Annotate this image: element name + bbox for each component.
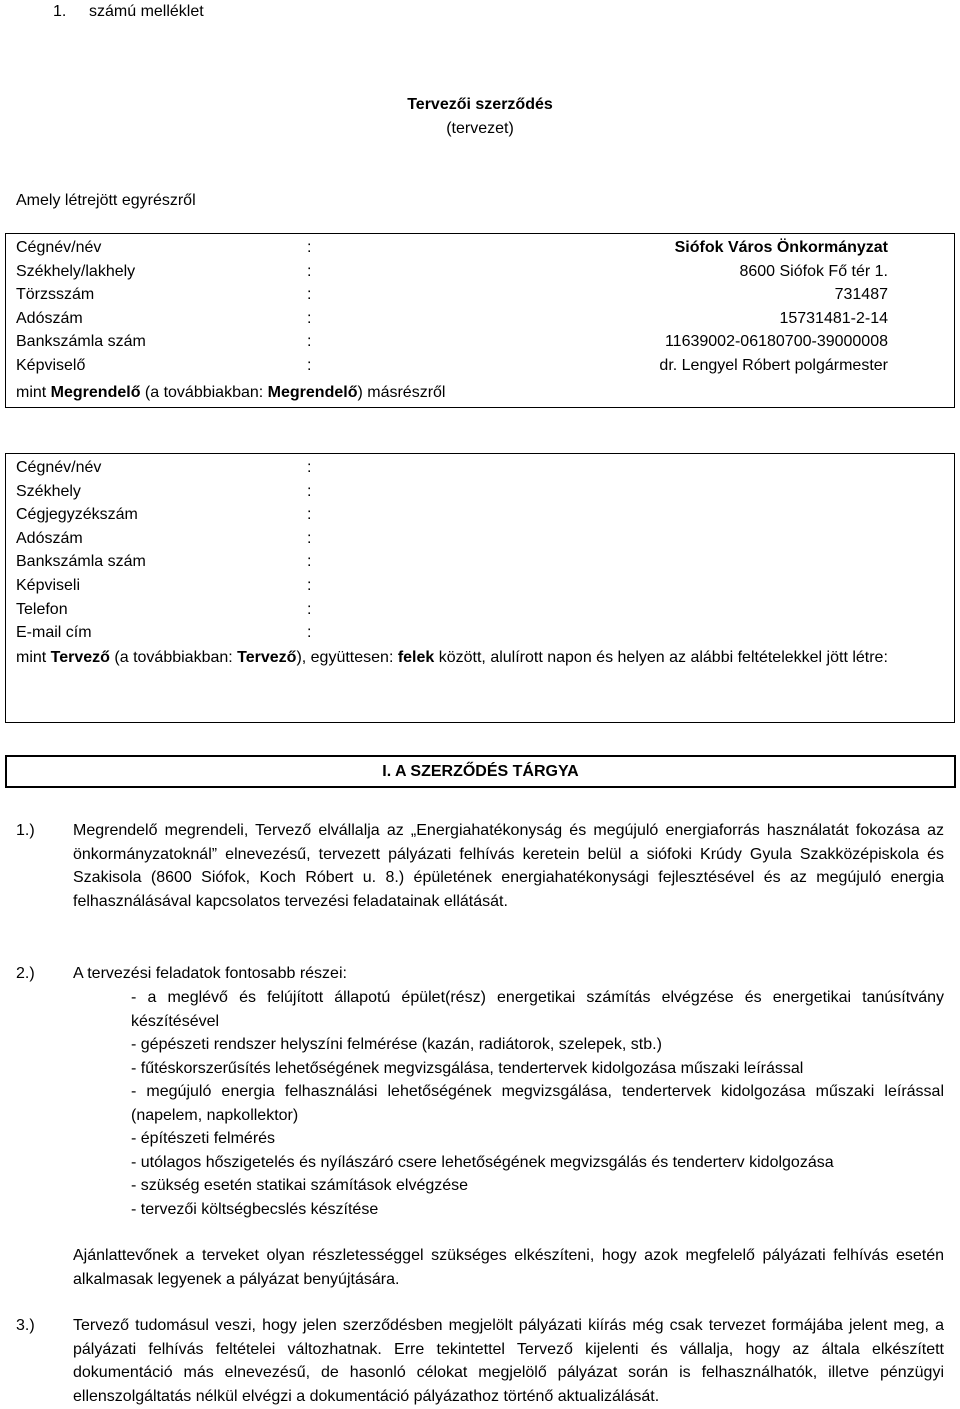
clause-text: Megrendelő megrendeli, Tervező elvállalja az „Energiahatékonyság és megújuló energiaforrás használatát fokozása az önkormányzatoknál” elnevezésű, tervezett pályázati felhívás keretein belül a siófoki Krúdy Gyula Szakközépiskola és Szakisola (8600 Siófok, Koch Róbert u. 8.) épületének energiahatékonysági fejlesztésével és az megújuló energia felhasználásával kapcsolatos tervezési feladatainak ellátását. bbox=[73, 822, 944, 910]
field-colon: : bbox=[307, 286, 312, 304]
closing-text: (a továbbiakban: bbox=[109, 648, 238, 666]
closing-text: mint bbox=[16, 648, 51, 666]
party-client-row bbox=[6, 260, 954, 284]
clause-3 bbox=[16, 1314, 944, 1408]
list-item: - szükség esetén statikai számítások elvégzése bbox=[131, 1177, 469, 1194]
closing-text: között, alulírott napon és helyen az alábbi feltételekkel jött létre: bbox=[434, 648, 888, 666]
field-label: E-mail cím bbox=[16, 624, 92, 642]
closing-bold: felek bbox=[397, 648, 435, 666]
closing-bold: Megrendelő bbox=[50, 383, 141, 401]
closing-text: mint bbox=[16, 383, 51, 401]
field-value: Siófok Város Önkormányzat bbox=[674, 239, 888, 256]
clause-number: 1.) bbox=[16, 822, 35, 839]
annex-header bbox=[53, 0, 204, 24]
closing-bold: Megrendelő bbox=[267, 383, 358, 401]
field-label: Cégnév/név bbox=[16, 239, 102, 256]
closing-text: (a továbbiakban: bbox=[140, 383, 268, 401]
field-colon: : bbox=[307, 576, 312, 594]
field-value: 731487 bbox=[834, 286, 888, 304]
field-label: Törzsszám bbox=[16, 286, 95, 304]
document-title-block bbox=[0, 93, 960, 140]
party-designer-row bbox=[6, 527, 954, 551]
field-label: Telefon bbox=[16, 600, 68, 618]
list-item: - fűtéskorszerűsítés lehetőségének megvizsgálása, tendertervek kidolgozása műszaki leírással bbox=[131, 1059, 804, 1077]
field-label: Képviseli bbox=[16, 576, 81, 594]
field-colon: : bbox=[307, 529, 312, 547]
clause-2 bbox=[16, 962, 944, 986]
party-designer-closing bbox=[6, 646, 954, 670]
party-designer-box bbox=[5, 453, 955, 723]
list-item: - építészeti felmérés bbox=[131, 1130, 276, 1147]
task-list bbox=[131, 986, 944, 1221]
field-value: dr. Lengyel Róbert polgármester bbox=[659, 356, 888, 374]
clause-number: 3.) bbox=[16, 1317, 35, 1334]
field-colon: : bbox=[307, 600, 312, 618]
field-colon: : bbox=[307, 506, 312, 524]
list-item: - utólagos hőszigetelés és nyílászáró csere lehetőségének megvizsgálás és tenderterv kidolgozása bbox=[131, 1153, 834, 1171]
party-client-row bbox=[6, 236, 954, 260]
field-label: Székhely bbox=[16, 482, 81, 500]
field-label: Cégnév/név bbox=[16, 459, 102, 476]
party-designer-row bbox=[6, 550, 954, 574]
field-colon: : bbox=[307, 239, 312, 256]
list-item: - megújuló energia felhasználási lehetőségének megvizsgálása, tendertervek kidolgozása műszaki leírással (napelem, napkollektor) bbox=[131, 1083, 944, 1124]
annex-number: 1. bbox=[53, 3, 67, 20]
document-subtitle: (tervezet) bbox=[446, 119, 514, 137]
field-colon: : bbox=[307, 459, 312, 476]
clause-text: A tervezési feladatok fontosabb részei: bbox=[73, 965, 347, 982]
party-designer-row bbox=[6, 480, 954, 504]
party-designer-row bbox=[6, 574, 954, 598]
field-label: Bankszámla szám bbox=[16, 333, 146, 351]
field-label: Bankszámla szám bbox=[16, 553, 146, 571]
annex-text: számú melléklet bbox=[89, 3, 204, 20]
party-designer-row bbox=[6, 456, 954, 480]
field-value: 11639002-06180700-39000008 bbox=[664, 333, 888, 351]
field-value: 8600 Siófok Fő tér 1. bbox=[739, 262, 888, 280]
party-designer-row bbox=[6, 621, 954, 645]
field-label: Adószám bbox=[16, 529, 83, 547]
party-client-row bbox=[6, 283, 954, 307]
field-colon: : bbox=[307, 262, 312, 280]
section-heading: I. A SZERZŐDÉS TÁRGYA bbox=[5, 755, 956, 788]
clause-1 bbox=[16, 819, 944, 913]
party-client-row bbox=[6, 330, 954, 354]
closing-text: ), együttesen: bbox=[296, 648, 398, 666]
clause-number: 2.) bbox=[16, 965, 35, 982]
field-colon: : bbox=[307, 624, 312, 642]
field-colon: : bbox=[307, 333, 312, 351]
closing-bold: Tervező bbox=[237, 648, 297, 666]
closing-bold: Tervező bbox=[50, 648, 110, 666]
list-item: - a meglévő és felújított állapotú épület(rész) energetikai számítás elvégzése és energetikai tanúsítvány készítésével bbox=[131, 989, 944, 1030]
clause-2-closing: Ajánlattevőnek a terveket olyan részletességgel szükséges elkészíteni, hogy azok megfelelő pályázati felhívás esetén alkalmasak legyenek a pályázat benyújtására. bbox=[73, 1247, 944, 1288]
field-label: Székhely/lakhely bbox=[16, 262, 136, 280]
field-colon: : bbox=[307, 309, 312, 327]
clause-text: Tervező tudomásul veszi, hogy jelen szerződésben megjelölt pályázati kiírás még csak tervezet formájába jelent meg, a pályázati felhívás feltételei változhatnak. Erre tekintettel Tervező kijelenti és vállalja, hogy az általa elkészített dokumentáció más elnevezésű, de hasonló célokat megjelölő pályázat során is felhasználhatók, illetve pénzügyi ellenszolgáltatás nélkül elvégzi a dokumentáció pályázathoz történő aktualizálását. bbox=[73, 1317, 944, 1405]
field-value: 15731481-2-14 bbox=[779, 309, 888, 327]
field-label: Adószám bbox=[16, 309, 83, 327]
party-client-closing bbox=[6, 381, 954, 405]
party-designer-row bbox=[6, 598, 954, 622]
field-colon: : bbox=[307, 356, 312, 374]
field-label: Cégjegyzékszám bbox=[16, 506, 138, 524]
party-client-row bbox=[6, 354, 954, 378]
document-title: Tervezői szerződés bbox=[407, 96, 553, 113]
field-colon: : bbox=[307, 482, 312, 500]
list-item: - tervezői költségbecslés készítése bbox=[131, 1200, 379, 1218]
field-label: Képviselő bbox=[16, 356, 86, 374]
party-designer-row bbox=[6, 503, 954, 527]
intro-text: Amely létrejött egyrészről bbox=[16, 192, 196, 209]
list-item: - gépészeti rendszer helyszíni felmérése (kazán, radiátorok, szelepek, stb.) bbox=[131, 1036, 662, 1053]
closing-text: ) másrészről bbox=[357, 383, 446, 401]
party-client-row bbox=[6, 307, 954, 331]
field-colon: : bbox=[307, 553, 312, 571]
party-client-box bbox=[5, 233, 955, 408]
